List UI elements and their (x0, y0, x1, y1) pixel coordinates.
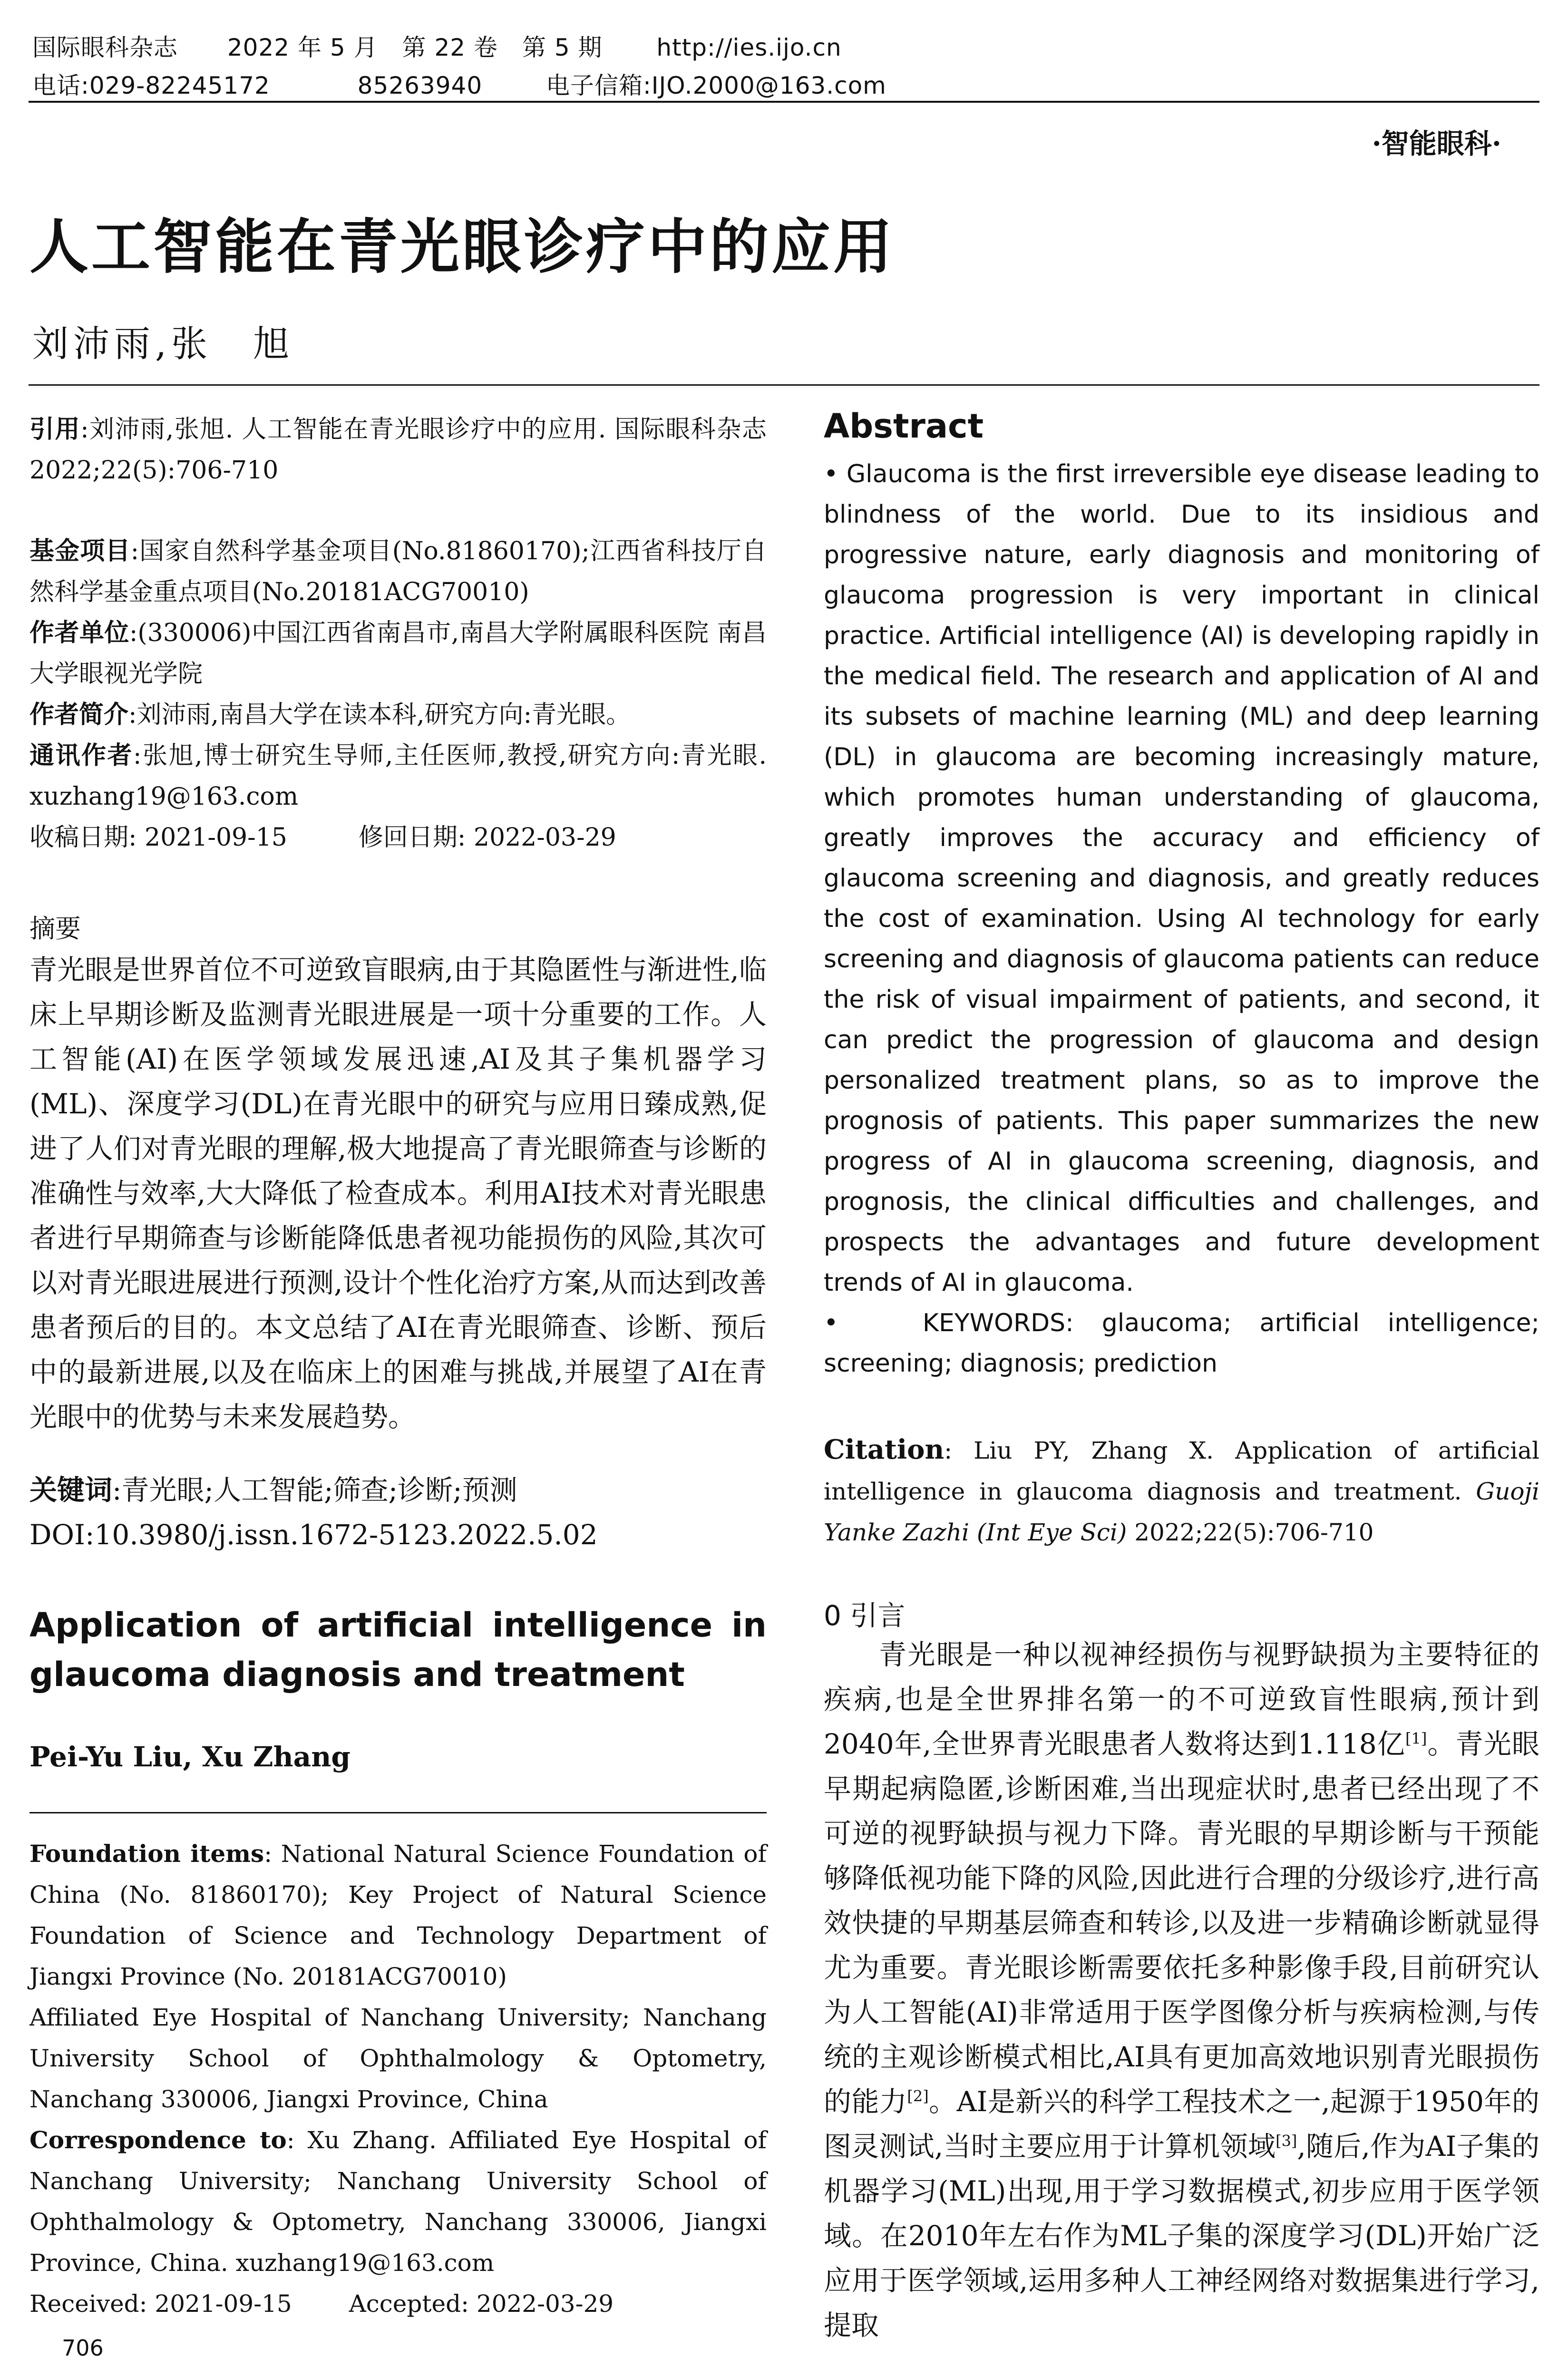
accepted-date-en: Accepted: 2022-03-29 (349, 2290, 614, 2318)
revised-date-zh: 修回日期: 2022-03-29 (358, 823, 616, 852)
foundation-zh (29, 531, 767, 613)
intro-text-1: 青光眼是一种以视神经损伤与视野缺损为主要特征的疾病,也是全世界排名第一的不可逆致盲性眼病,预计到2040年,全世界青光眼患者人数将达到1.118亿 (824, 1638, 1539, 1760)
received-date-en: Received: 2021-09-15 (29, 2290, 292, 2318)
keywords-text-en: glaucoma; artificial intelligence; screening; diagnosis; prediction (824, 1309, 1539, 1378)
affiliation-en: Affiliated Eye Hospital of Nanchang University; Nanchang University School of Ophthalmology & Optometry, Nanchang 330006, Jiangxi Province, China (29, 2004, 767, 2113)
author-intro-label: 作者简介 (29, 701, 129, 729)
correspondence-label-en: Correspondence to (29, 2126, 287, 2154)
foundation-text-en: : National Natural Science Foundation of China (No. 81860170); Key Project of Natural Science Foundation of Science and Technology Department of Jiangxi Province (No. 20181ACG70010) (29, 1840, 767, 1990)
abstract-text-en: Glaucoma is the first irreversible eye disease leading to blindness of the world. Due to its insidious and progressive nature, early diagnosis and monitoring of glaucoma progression is very important in clinical practice. Artificial intelligence (AI) is developing rapidly in the medical field. The research and application of AI and its subsets of machine learning (ML) and deep learning (DL) in glaucoma are becoming increasingly mature, which promotes human understanding of glaucoma, greatly improves the accuracy and efficiency of glaucoma screening and diagnosis, and greatly reduces the cost of examination. Using AI technology for early screening and diagnosis of glaucoma patients can reduce the risk of visual impairment of patients, and second, it can predict the progression of glaucoma and design personalized treatment plans, so as to improve the prognosis of patients. This paper summarizes the new progress of AI in glaucoma screening, diagnosis, and prognosis, the clinical difficulties and challenges, and prospects the advantages and future development trends of AI in glaucoma. (824, 460, 1539, 1297)
keywords-label-zh: 关键词 (29, 1474, 113, 1506)
intro-text-4: ,随后,作为AI子集的机器学习(ML)出现,用于学习数据模式,初步应用于医学领域。在2010年左右作为ML子集的深度学习(DL)开始广泛应用于医学领域,运用多种人工神经网络对数据集进行学习,提取 (824, 2130, 1539, 2341)
abstract-body-en (824, 454, 1539, 1384)
doi[interactable]: DOI:10.3980/j.issn.1672-5123.2022.5.02 (29, 1519, 598, 1551)
title-rule (29, 384, 1539, 386)
foundation-label-en: Foundation items (29, 1840, 264, 1868)
dates-zh (29, 817, 767, 858)
foundation-en (29, 1833, 767, 1997)
journal-url[interactable]: http://ies.ijo.cn (656, 34, 842, 61)
correspondence-text-zh: :张旭,博士研究生导师,主任医师,教授,研究方向:青光眼. xuzhang19@163.com (29, 741, 767, 811)
citation-text-en: : Liu PY, Zhang X. Application of artificial intelligence in glaucoma diagnosis and treatment. (824, 1437, 1539, 1505)
article-title-en: Application of artificial intelligence in glaucoma diagnosis and treatment (29, 1606, 767, 1694)
keywords-bullet: • (824, 1309, 838, 1337)
citation-label-zh: 引用 (29, 415, 81, 444)
header-rule (29, 101, 1539, 103)
correspondence-label-zh: 通讯作者 (29, 741, 134, 770)
citation-label-en: Citation (824, 1434, 945, 1465)
abstract-heading-zh: 摘要 (29, 914, 81, 944)
english-meta-rule (29, 1812, 767, 1813)
reference-3[interactable]: [3] (1276, 2132, 1297, 2150)
citation-text-zh: :刘沛雨,张旭. 人工智能在青光眼诊疗中的应用. 国际眼科杂志 2022;22(5):706-710 (29, 415, 767, 485)
correspondence-en (29, 2120, 767, 2283)
journal-name: 国际眼科杂志 (32, 34, 178, 61)
journal-header-line1 (32, 29, 842, 63)
affiliation-zh (29, 613, 767, 694)
authors-zh: 刘沛雨,张 旭 (32, 322, 294, 365)
received-date-zh: 收稿日期: 2021-09-15 (29, 823, 287, 852)
abstract-heading-en: Abstract (824, 407, 984, 446)
journal-phone2: 85263940 (357, 72, 483, 99)
affiliation-label-zh: 作者单位 (29, 619, 129, 647)
issue-info: 2022 年 5 月 第 22 卷 第 5 期 (227, 34, 603, 61)
citation-journal: Guoji Yanke Zazhi (Int Eye Sci) (824, 1478, 1539, 1546)
article-title-zh: 人工智能在青光眼诊疗中的应用 (29, 213, 896, 282)
keywords-label-en: KEYWORDS: (922, 1309, 1074, 1337)
intro-text-3: 。AI是新兴的科学工程技术之一,起源于1950年的图灵测试,当时主要应用于计算机领域 (824, 2085, 1539, 2163)
affiliation-text-zh: :(330006)中国江西省南昌市,南昌大学附属眼科医院 南昌大学眼视光学院 (29, 619, 767, 688)
reference-1[interactable]: [1] (1405, 1729, 1427, 1748)
keywords-zh (29, 1468, 767, 1512)
correspondence-zh (29, 735, 767, 817)
intro-text-2: 。青光眼早期起病隐匿,诊断困难,当出现症状时,患者已经出现了不可逆的视野缺损与视力下降。青光眼的早期诊断与干预能够降低视功能下降的风险,因此进行合理的分级诊疗,进行高效快捷的早期基层筛查和转诊,以及进一步精确诊断就显得尤为重要。青光眼诊断需要依托多种影像手段,目前研究认为人工智能(AI)非常适用于医学图像分析与疾病检测,与传统的主观诊断模式相比,AI具有更加高效地识别青光眼损伤的能力 (824, 1728, 1539, 2118)
keywords-text-zh: :青光眼;人工智能;筛查;诊断;预测 (112, 1474, 517, 1506)
citation-zh (29, 409, 767, 491)
citation-volume: 2022;22(5):706-710 (1127, 1519, 1374, 1546)
author-intro-text: :刘沛雨,南昌大学在读本科,研究方向:青光眼。 (128, 701, 631, 729)
journal-header-line2 (32, 67, 886, 101)
correspondence-text-en: : Xu Zhang. Affiliated Eye Hospital of Nanchang University; Nanchang University School of Ophthalmology & Optometry, Nanchang 330006, Jiangxi Province, China. xuzhang19@163.com (29, 2126, 767, 2277)
abstract-body-zh: 青光眼是世界首位不可逆致盲眼病,由于其隐匿性与渐进性,临床上早期诊断及监测青光眼进展是一项十分重要的工作。人工智能(AI)在医学领域发展迅速,AI及其子集机器学习(ML)、深度学习(DL)在青光眼中的研究与应用日臻成熟,促进了人们对青光眼的理解,极大地提高了青光眼筛查与诊断的准确性与效率,大大降低了检查成本。利用AI技术对青光眼患者进行早期筛查与诊断能降低患者视功能损伤的风险,其次可以对青光眼进展进行预测,设计个性化治疗方案,从而达到改善患者预后的目的。本文总结了AI在青光眼筛查、诊断、预后中的最新进展,以及在临床上的困难与挑战,并展望了AI在青光眼中的优势与未来发展趋势。 (29, 954, 767, 1433)
section-tag: ·智能眼科· (1372, 127, 1501, 160)
dates-en (29, 2283, 614, 2324)
foundation-label-zh: 基金项目 (29, 537, 131, 565)
journal-email[interactable]: 电子信箱:IJO.2000@163.com (545, 72, 886, 99)
introduction-body (824, 1632, 1539, 2348)
reference-2[interactable]: [2] (907, 2087, 929, 2105)
page-number: 706 (62, 2335, 104, 2361)
abstract-bullet: • (824, 460, 838, 488)
introduction-heading: 0 引言 (824, 1599, 906, 1632)
author-intro-zh (29, 694, 767, 735)
citation-en (824, 1429, 1539, 1553)
foundation-text-zh: :国家自然科学基金项目(No.81860170);江西省科技厅自然科学基金重点项目(No.20181ACG70010) (29, 537, 767, 606)
journal-phone: 电话:029-82245172 (32, 72, 270, 99)
authors-en: Pei-Yu Liu, Xu Zhang (29, 1741, 351, 1773)
